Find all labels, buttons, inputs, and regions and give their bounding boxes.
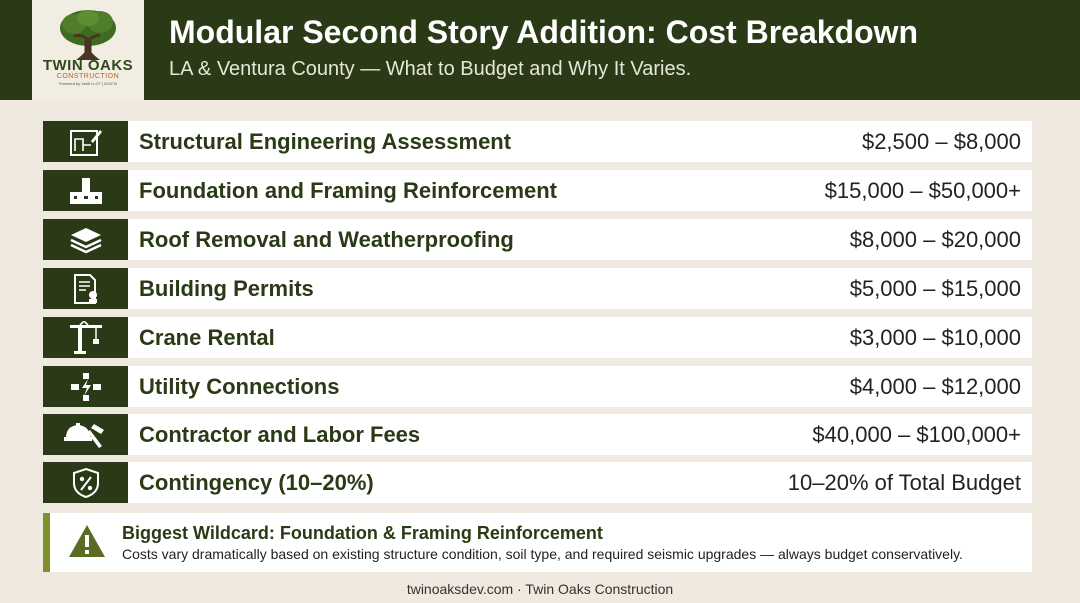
footer-credit: twinoaksdev.com · Twin Oaks Construction [406, 581, 674, 597]
row-icon-cell [43, 219, 128, 260]
row-label: Structural Engineering Assessment [139, 128, 512, 154]
row-value: $4,000 – $12,000 [849, 373, 1021, 399]
row-icon-cell [43, 268, 128, 309]
crane-icon [68, 321, 104, 355]
row-value: $15,000 – $50,000+ [824, 177, 1021, 203]
logo-tagline: Powered by Vesti LLCF | DG/FI4 [59, 81, 117, 86]
cost-row [43, 170, 1032, 211]
row-label: Contingency (10–20%) [139, 469, 374, 495]
row-icon-cell [43, 170, 128, 211]
row-body [128, 170, 1032, 211]
wildcard-callout [43, 513, 1032, 572]
permit-document-icon [70, 273, 102, 305]
logo-name: TWIN OAKS [42, 57, 134, 74]
row-label: Foundation and Framing Reinforcement [139, 177, 558, 203]
header-bar [0, 0, 1080, 100]
page-title: Modular Second Story Addition: Cost Breakdown [169, 14, 919, 50]
foundation-icon [68, 176, 104, 206]
cost-row [43, 121, 1032, 162]
row-label: Building Permits [139, 275, 314, 301]
hardhat-hammer-icon [64, 420, 108, 450]
cost-row [43, 219, 1032, 260]
layers-icon [68, 225, 104, 255]
row-icon-cell [43, 121, 128, 162]
page-subtitle: LA & Ventura County — What to Budget and Why It Varies. [169, 58, 692, 80]
callout-title: Biggest Wildcard: Foundation & Framing Reinforcement [122, 523, 603, 543]
utility-icon [69, 371, 103, 403]
row-body [128, 219, 1032, 260]
warning-icon [67, 523, 107, 559]
row-body [128, 462, 1032, 503]
row-icon-cell [43, 366, 128, 407]
row-body [128, 414, 1032, 455]
logo-subtitle: CONSTRUCTION [56, 73, 120, 80]
row-label: Crane Rental [139, 324, 275, 350]
cost-row [43, 414, 1032, 455]
row-value: 10–20% of Total Budget [787, 469, 1021, 495]
cost-row [43, 268, 1032, 309]
row-value: $8,000 – $20,000 [849, 226, 1021, 252]
row-value: $40,000 – $100,000+ [812, 421, 1021, 447]
row-body [128, 317, 1032, 358]
company-logo [32, 0, 144, 100]
row-value: $5,000 – $15,000 [849, 275, 1021, 301]
row-value: $3,000 – $10,000 [849, 324, 1021, 350]
row-icon-cell [43, 317, 128, 358]
callout-text: Costs vary dramatically based on existing structure condition, soil type, and required seismic upgrades — always budget conservatively. [122, 546, 963, 562]
blueprint-icon [69, 127, 103, 157]
cost-row [43, 317, 1032, 358]
row-label: Contractor and Labor Fees [139, 421, 421, 447]
cost-row [43, 462, 1032, 503]
row-value: $2,500 – $8,000 [861, 128, 1021, 154]
row-body [128, 268, 1032, 309]
row-icon-cell [43, 414, 128, 455]
row-label: Utility Connections [139, 373, 340, 399]
row-label: Roof Removal and Weatherproofing [139, 226, 514, 252]
oak-tree-icon [56, 8, 120, 60]
row-body [128, 121, 1032, 162]
row-body [128, 366, 1032, 407]
row-icon-cell [43, 462, 128, 503]
shield-percent-icon [71, 467, 101, 499]
cost-row [43, 366, 1032, 407]
